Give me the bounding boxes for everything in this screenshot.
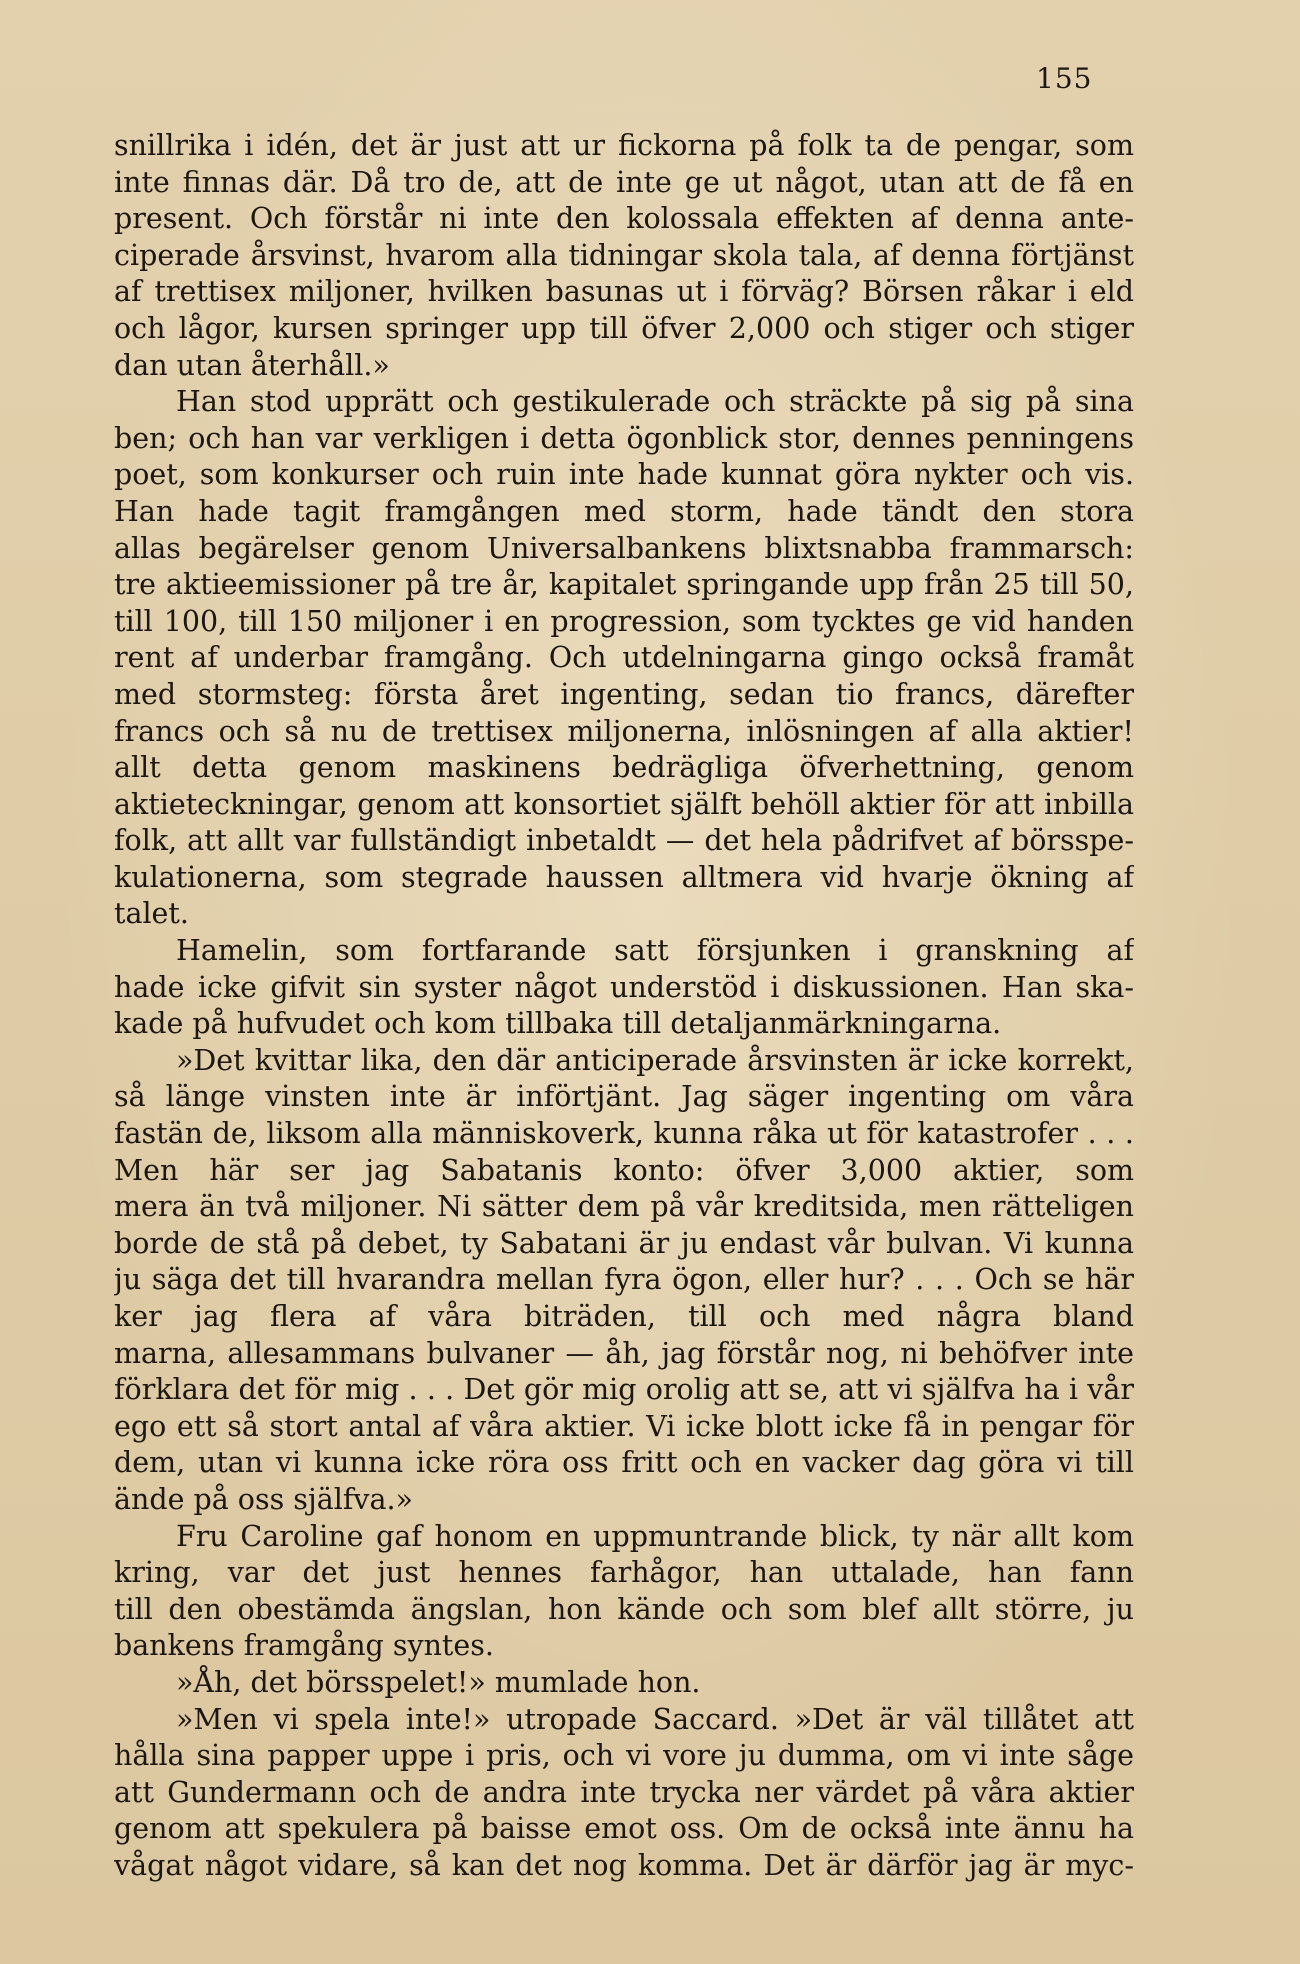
text-line: francs och så nu de trettisex miljonerna, inlösningen af alla aktier! xyxy=(114,714,1134,748)
text-line: inte finnas där. Då tro de, att de inte ge ut något, utan att de få en xyxy=(114,165,1134,199)
text-line: af trettisex miljoner, hvilken basunas ut i förväg? Börsen råkar i eld xyxy=(114,275,1134,309)
page-text xyxy=(114,128,1134,1885)
text-line: ker jag flera af våra biträden, till och med några bland xyxy=(114,1300,1134,1333)
text-line: till den obestämda ängslan, hon kände och som blef allt större, ju xyxy=(114,1592,1134,1626)
text-line: rent af underbar framgång. Och utdelningarna gingo också framåt xyxy=(114,641,1134,675)
text-line: kade på hufvudet och kom tillbaka till detaljanmärkningarna. xyxy=(114,1007,1002,1041)
text-line: till 100, till 150 miljoner i en progression, som tycktes ge vid handen xyxy=(114,604,1134,638)
text-line: folk, att allt var fullständigt inbetaldt — det hela pådrifvet af börsspe- xyxy=(114,824,1134,858)
text-line: borde de stå på debet, ty Sabatani är ju endast vår bulvan. Vi kunna xyxy=(114,1226,1134,1260)
text-line: ände på oss själfva.» xyxy=(114,1482,413,1516)
text-line: Men här ser jag Sabatanis konto: öfver 3,000 aktier, som xyxy=(114,1153,1134,1187)
text-line: present. Och förstår ni inte den kolossala effekten af denna ante- xyxy=(114,202,1134,236)
text-line: aktieteckningar, genom att konsortiet själft behöll aktier för att inbilla xyxy=(114,787,1134,821)
text-line: snillrika i idén, det är just att ur fickorna på folk ta de pengar, som xyxy=(114,129,1134,162)
text-line: vågat något vidare, så kan det nog komma. Det är därför jag är myc- xyxy=(114,1848,1134,1882)
text-line: mera än två miljoner. Ni sätter dem på vår kreditsida, men rätteligen xyxy=(114,1190,1134,1224)
text-line: bankens framgång syntes. xyxy=(114,1629,494,1663)
text-line: Fru Caroline gaf honom en uppmuntrande blick, ty när allt kom xyxy=(176,1519,1134,1553)
text-line: ju säga det till hvarandra mellan fyra ögon, eller hur? . . . Och se här xyxy=(114,1263,1134,1297)
text-line: poet, som konkurser och ruin inte hade kunnat göra nykter och vis. xyxy=(114,458,1134,492)
text-line: förklara det för mig . . . Det gör mig orolig att se, att vi själfva ha i vår xyxy=(114,1373,1134,1407)
text-line: att Gundermann och de andra inte trycka ner värdet på våra aktier xyxy=(114,1775,1134,1809)
text-line: dan utan återhåll.» xyxy=(114,348,390,382)
text-line: »Åh, det börsspelet!» mumlade hon. xyxy=(176,1665,701,1699)
text-line: dem, utan vi kunna icke röra oss fritt och en vacker dag göra vi till xyxy=(114,1446,1134,1480)
text-line: ego ett så stort antal af våra aktier. Vi icke blott icke få in pengar för xyxy=(114,1409,1134,1443)
text-line: hade icke gifvit sin syster något understöd i diskussionen. Han ska- xyxy=(114,970,1134,1004)
text-line: Hamelin, som fortfarande satt försjunken i granskning af xyxy=(176,934,1134,968)
text-line: allas begärelser genom Universalbankens blixtsnabba frammarsch: xyxy=(114,531,1134,565)
text-line: Han hade tagit framgången med storm, hade tändt den stora xyxy=(114,494,1134,528)
page-number: 155 xyxy=(1036,62,1093,95)
text-line: fastän de, liksom alla människoverk, kunna råka ut för katastrofer . . . xyxy=(114,1117,1134,1151)
text-line: talet. xyxy=(114,897,189,931)
text-line: genom att spekulera på baisse emot oss. Om de också inte ännu ha xyxy=(114,1812,1134,1846)
text-line: »Det kvittar lika, den där anticiperade årsvinsten är icke korrekt, xyxy=(176,1043,1134,1077)
text-line: så länge vinsten inte är införtjänt. Jag säger ingenting om våra xyxy=(114,1080,1134,1114)
text-line: kulationerna, som stegrade haussen alltmera vid hvarje ökning af xyxy=(114,860,1134,894)
text-line: ben; och han var verkligen i detta ögonblick stor, dennes penningens xyxy=(114,421,1134,455)
text-line: hålla sina papper uppe i pris, och vi vore ju dumma, om vi inte såge xyxy=(114,1739,1134,1773)
text-line: allt detta genom maskinens bedrägliga öfverhettning, genom xyxy=(114,751,1134,785)
text-line: med stormsteg: första året ingenting, sedan tio francs, därefter xyxy=(114,677,1134,711)
text-line: marna, allesammans bulvaner — åh, jag förstår nog, ni behöfver inte xyxy=(114,1336,1134,1370)
text-line: ciperade årsvinst, hvarom alla tidningar skola tala, af denna förtjänst xyxy=(114,238,1134,272)
text-line: tre aktieemissioner på tre år, kapitalet springande upp från 25 till 50, xyxy=(114,568,1134,602)
text-line: och lågor, kursen springer upp till öfver 2,000 och stiger och stiger xyxy=(114,311,1134,345)
text-line: »Men vi spela inte!» utropade Saccard. »Det är väl tillåtet att xyxy=(176,1702,1134,1736)
text-line: Han stod upprätt och gestikulerade och sträckte på sig på sina xyxy=(176,385,1134,419)
text-line: kring, var det just hennes farhågor, han uttalade, han fann xyxy=(114,1556,1134,1590)
